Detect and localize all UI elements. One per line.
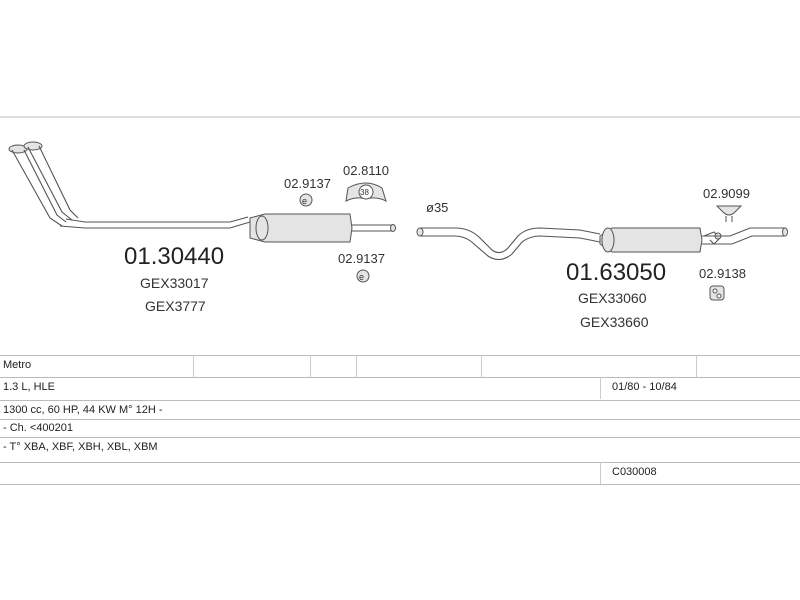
svg-text:e: e	[359, 272, 365, 282]
part-ref-front-1: GEX33017	[140, 275, 209, 291]
table-row-types	[0, 437, 800, 459]
table-row-ref	[0, 462, 800, 484]
clamp-code-top: 02.9137	[284, 176, 331, 191]
engine-cell: 1.3 L, HLE	[3, 381, 55, 393]
part-ref-front-2: GEX3777	[145, 298, 206, 314]
clamp-icon	[300, 194, 312, 206]
svg-text:38: 38	[360, 188, 369, 197]
gasket-icon	[346, 183, 386, 201]
hanger-code-top: 02.9099	[703, 186, 750, 201]
chassis-cell: - Ch. <400201	[3, 422, 74, 434]
gasket-code: 02.8110	[343, 163, 390, 178]
rear-pipe-assembly	[417, 228, 788, 260]
part-ref-rear-2: GEX33660	[580, 314, 649, 330]
front-pipe-assembly	[9, 142, 396, 242]
table-row-specs	[0, 401, 800, 419]
hanger-code-bottom: 02.9138	[699, 266, 746, 281]
table-row-chassis	[0, 419, 800, 437]
table-row-model	[0, 355, 800, 377]
ref-code-cell: C030008	[612, 466, 657, 478]
rear-silencer	[600, 228, 702, 252]
types-cell: - T° XBA, XBF, XBH, XBL, XBM	[3, 441, 158, 453]
part-ref-rear-1: GEX33060	[578, 290, 647, 306]
period-cell: 01/80 - 10/84	[612, 381, 677, 393]
hanger-icon	[717, 206, 741, 222]
specs-cell: 1300 cc, 60 HP, 44 KW M° 12H -	[3, 404, 163, 416]
clamp-icon-2	[357, 270, 369, 282]
part-code-front: 01.30440	[124, 243, 225, 270]
clamp-code-bottom: 02.9137	[338, 251, 385, 266]
svg-text:e: e	[302, 196, 308, 206]
rubber-mount-icon	[710, 286, 724, 300]
part-code-rear: 01.63050	[566, 259, 667, 286]
model-cell: Metro	[3, 359, 32, 371]
diameter-label: ø35	[426, 200, 449, 215]
table-row-engine	[0, 377, 800, 399]
